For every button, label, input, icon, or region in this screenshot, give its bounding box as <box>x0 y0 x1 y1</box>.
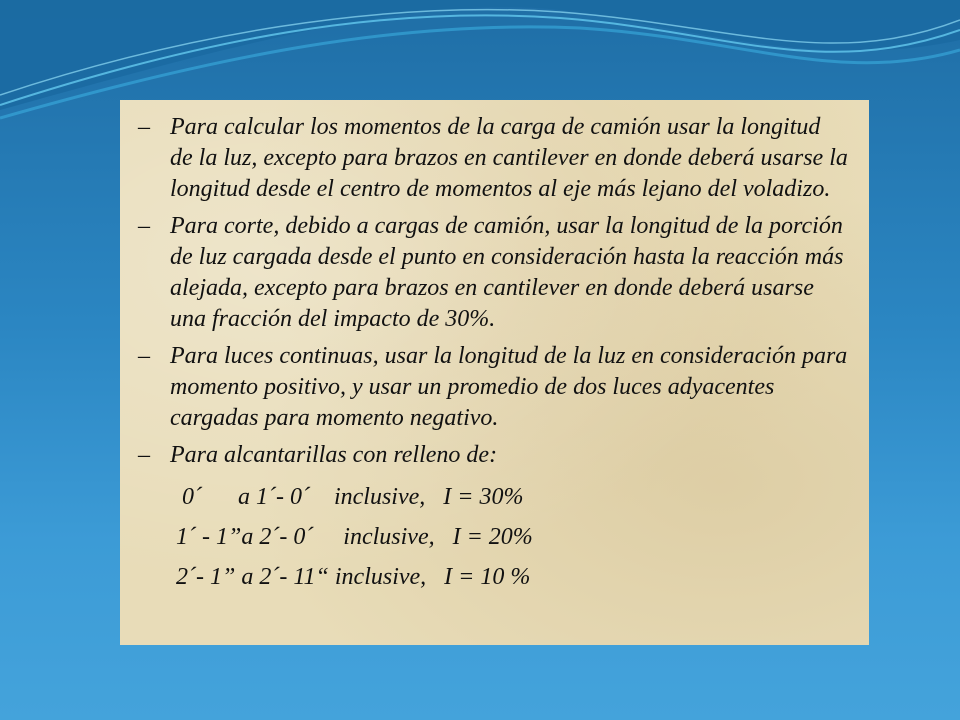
bullet-item <box>138 112 849 205</box>
fill-row: 2´- 1” a 2´- 11“ inclusive, I = 10 % <box>170 564 531 590</box>
bullet-dash: – <box>138 213 150 239</box>
text-panel <box>120 100 869 645</box>
bullet-item <box>138 211 849 335</box>
bullet-text: Para calcular los momentos de la carga de camión usar la longitud de la luz, excepto para brazos en cantilever en donde deberá usarse la longitud desde el centro de momentos al eje más lejano del voladizo. <box>170 114 848 202</box>
fill-row: 1´ - 1”a 2´- 0´ inclusive, I = 20% <box>170 524 533 550</box>
fill-table <box>170 477 849 597</box>
bullet-item <box>138 440 849 471</box>
bullet-text: Para luces continuas, usar la longitud de la luz en consideración para momento positivo, y usar un promedio de dos luces adyacentes cargadas para momento negativo. <box>170 343 848 431</box>
bullet-dash: – <box>138 343 150 369</box>
bullet-dash: – <box>138 114 150 140</box>
bullet-dash: – <box>138 442 150 468</box>
bullet-item <box>138 341 849 434</box>
bullet-text: Para alcantarillas con relleno de: <box>170 442 498 468</box>
bullet-text: Para corte, debido a cargas de camión, usar la longitud de la porción de luz cargada desde el punto en consideración hasta la reacción más alejada, excepto para brazos en cantilever en donde deberá usarse una fracción del impacto de 30%. <box>170 213 844 332</box>
fill-row: 0´ a 1´- 0´ inclusive, I = 30% <box>170 484 524 510</box>
